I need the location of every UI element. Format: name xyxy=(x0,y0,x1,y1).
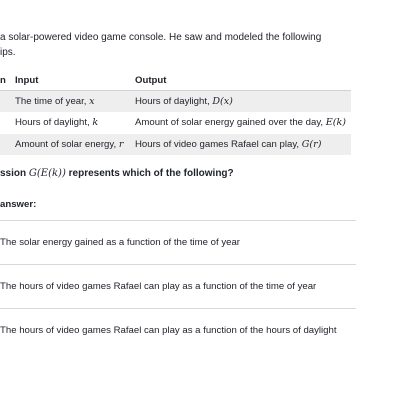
intro-line-1: a solar-powered video game console. He saw and modeled the following xyxy=(0,32,322,43)
table-cell-input: Hours of daylight, k xyxy=(15,112,135,134)
table-cell-output: Hours of daylight, D(x) xyxy=(135,91,351,113)
table-row xyxy=(0,134,351,156)
function-table xyxy=(0,71,351,156)
divider xyxy=(0,308,356,309)
table-header-index: n xyxy=(0,71,15,91)
table-header-row xyxy=(0,71,351,91)
answer-choice-2[interactable]: The hours of video games Rafael can play as a function of the time of year xyxy=(0,281,317,292)
table-row xyxy=(0,112,351,134)
table-header-input: Input xyxy=(15,71,135,91)
table-cell-output: Hours of video games Rafael can play, G(r) xyxy=(135,134,351,156)
table-cell-input: The time of year, x xyxy=(15,91,135,113)
math-var: x xyxy=(89,95,95,107)
answer-choice-1[interactable]: The solar energy gained as a function of the time of year xyxy=(0,237,240,248)
table-cell-output: Amount of solar energy gained over the day, E(k) xyxy=(135,112,351,134)
math-expression: G(E(k)) xyxy=(28,168,66,179)
intro-line-2: ips. xyxy=(0,47,16,58)
math-var: k xyxy=(92,117,99,129)
math-func: G(r) xyxy=(301,138,322,150)
math-func: E(k) xyxy=(325,117,347,129)
answer-label: answer: xyxy=(0,199,37,210)
table-row xyxy=(0,91,351,113)
intro-text xyxy=(0,30,400,60)
table-header-output: Output xyxy=(135,71,351,91)
divider xyxy=(0,264,356,265)
table-cell-input: Amount of solar energy, r xyxy=(15,134,135,156)
divider xyxy=(0,220,356,221)
answer-choice-3[interactable]: The hours of video games Rafael can play as a function of the hours of daylight xyxy=(0,325,337,336)
question-text: ssion G(E(k)) represents which of the following? xyxy=(0,168,234,179)
math-var: r xyxy=(118,138,124,150)
math-func: D(x) xyxy=(212,95,233,107)
